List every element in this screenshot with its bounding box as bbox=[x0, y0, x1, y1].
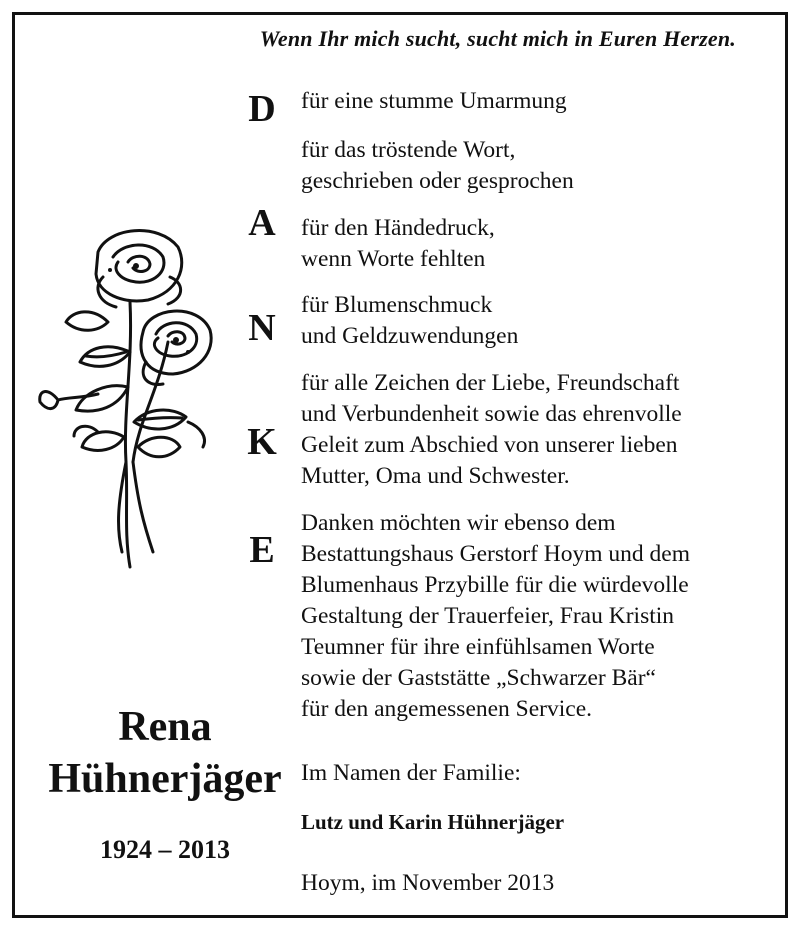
thanks-paragraph-5: für alle Zeichen der Liebe, Freundschaft und Verbundenheit sowie das ehrenvolle Geleit zum Abschied von unserer lieben Mutter, Oma und Schwester. bbox=[301, 370, 682, 489]
danke-letter-e: E bbox=[249, 529, 275, 571]
thanks-paragraph-2: für das tröstende Wort, geschrieben oder gesprochen bbox=[301, 137, 574, 194]
thanks-paragraph-6: Danken möchten wir ebenso dem Bestattungshaus Gerstorf Hoym und dem Blumenhaus Przybille für die würdevolle Gestaltung der Trauerfeier, Frau Kristin Teumner für ihre einfühlsamen Worte sowie der Gaststätte „Schwarzer Bär“ für den angemessenen Service. bbox=[301, 510, 691, 722]
thanks-paragraph-4: für Blumenschmuck und Geldzuwendungen bbox=[301, 292, 519, 349]
danke-letter-k: K bbox=[247, 421, 277, 463]
life-years: 1924 – 2013 bbox=[100, 835, 230, 864]
deceased-last-name: Hühnerjäger bbox=[48, 756, 282, 802]
family-intro: Im Namen der Familie: bbox=[301, 760, 521, 786]
rose-bouquet-icon bbox=[38, 222, 218, 577]
place-date: Hoym, im November 2013 bbox=[301, 870, 555, 896]
family-names: Lutz und Karin Hühnerjäger bbox=[301, 810, 565, 834]
danke-letter-a: A bbox=[248, 202, 276, 244]
thanks-paragraph-1: für eine stumme Umarmung bbox=[301, 88, 567, 114]
deceased-first-name: Rena bbox=[118, 704, 212, 750]
danke-letter-d: D bbox=[248, 88, 276, 130]
danke-letter-n: N bbox=[248, 307, 276, 349]
motto-line: Wenn Ihr mich sucht, sucht mich in Euren Herzen. bbox=[259, 26, 736, 51]
thanks-paragraph-3: für den Händedruck, wenn Worte fehlten bbox=[301, 215, 495, 272]
